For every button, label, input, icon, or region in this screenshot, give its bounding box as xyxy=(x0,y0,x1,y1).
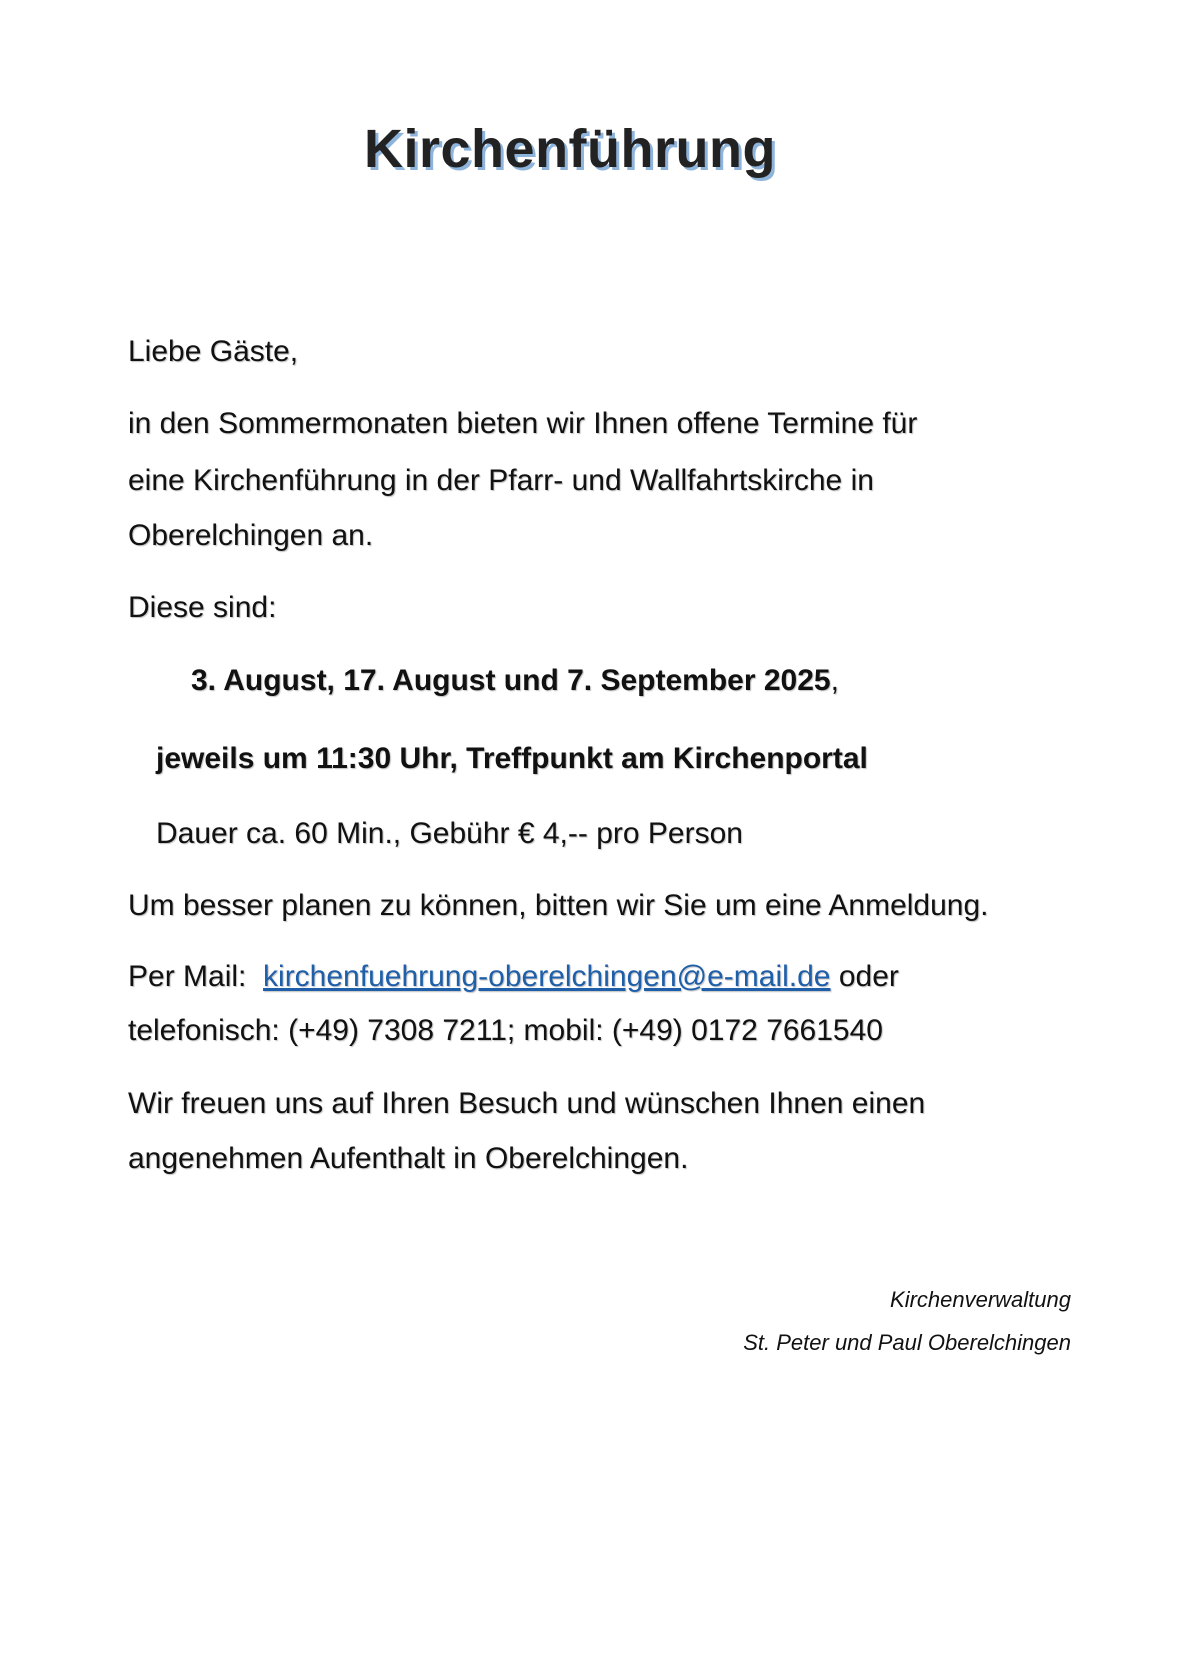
intro-line-3: Oberelchingen an. xyxy=(128,519,374,552)
contact-phone-line: telefonisch: (+49) 7308 7211; mobil: (+49) 0172 7661540 xyxy=(128,1014,883,1047)
greeting: Liebe Gäste, xyxy=(128,335,299,368)
intro-line-1: in den Sommermonaten bieten wir Ihnen offene Termine für xyxy=(128,407,918,440)
contact-mail-line xyxy=(128,959,899,995)
or-text: oder xyxy=(838,960,899,993)
closing-line-1: Wir freuen uns auf Ihren Besuch und wünschen Ihnen einen xyxy=(128,1087,926,1120)
signature-line-2: St. Peter und Paul Oberelchingen xyxy=(743,1330,1071,1355)
dates-intro: Diese sind: xyxy=(128,591,277,624)
signature-line-1: Kirchenverwaltung xyxy=(890,1287,1071,1312)
tour-dates xyxy=(191,663,839,699)
intro-line-2: eine Kirchenführung in der Pfarr- und Wallfahrtskirche in xyxy=(128,464,874,497)
email-link[interactable]: kirchenfuehrung-oberelchingen@e-mail.de xyxy=(263,960,831,993)
page-title: Kirchenführung xyxy=(364,119,776,179)
duration-fee: Dauer ca. 60 Min., Gebühr € 4,-- pro Person xyxy=(156,817,743,850)
tour-dates-suffix: , xyxy=(830,664,839,697)
mail-label: Per Mail: xyxy=(128,960,247,993)
tour-dates-text: 3. August, 17. August und 7. September 2025 xyxy=(191,664,831,697)
tour-time-place: jeweils um 11:30 Uhr, Treffpunkt am Kirchenportal xyxy=(156,742,868,775)
registration-note: Um besser planen zu können, bitten wir Sie um eine Anmeldung. xyxy=(128,889,989,922)
closing-line-2: angenehmen Aufenthalt in Oberelchingen. xyxy=(128,1142,689,1175)
